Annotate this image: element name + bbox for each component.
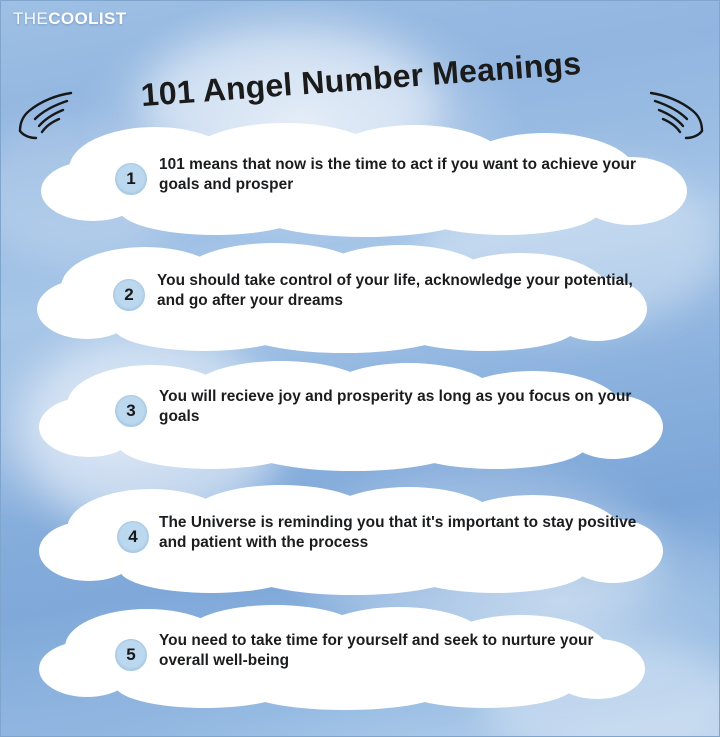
item-text: 101 means that now is the time to act if you want to achieve your goals and prosper: [159, 156, 637, 193]
brand-coolist: COOLIST: [48, 9, 127, 28]
item-number-badge: 3: [115, 395, 147, 427]
page-title: 101 Angel Number Meanings: [139, 44, 583, 114]
cloud-item-5: [35, 605, 647, 713]
title-band: [1, 45, 720, 140]
item-number-badge: 5: [115, 639, 147, 671]
brand-the: THE: [13, 9, 49, 28]
cloud-item-4: [35, 485, 663, 595]
angel-wing-right-icon: [647, 89, 705, 141]
item-number-badge: 1: [115, 163, 147, 195]
item-number-badge: 4: [117, 521, 149, 553]
cloud-item-2: [35, 243, 647, 355]
cloud-item-3: [35, 361, 663, 471]
item-number-badge: 2: [113, 279, 145, 311]
item-text: You will recieve joy and prosperity as long as you focus on your goals: [159, 388, 632, 425]
brand-logo: [13, 9, 127, 29]
item-text: The Universe is reminding you that it's important to stay positive and patient with the process: [159, 514, 637, 551]
item-text: You need to take time for yourself and seek to nurture your overall well-being: [159, 632, 594, 669]
item-text: You should take control of your life, acknowledge your potential, and go after your dreams: [157, 272, 633, 309]
angel-wing-left-icon: [17, 89, 75, 141]
cloud-item-1: [35, 123, 687, 239]
